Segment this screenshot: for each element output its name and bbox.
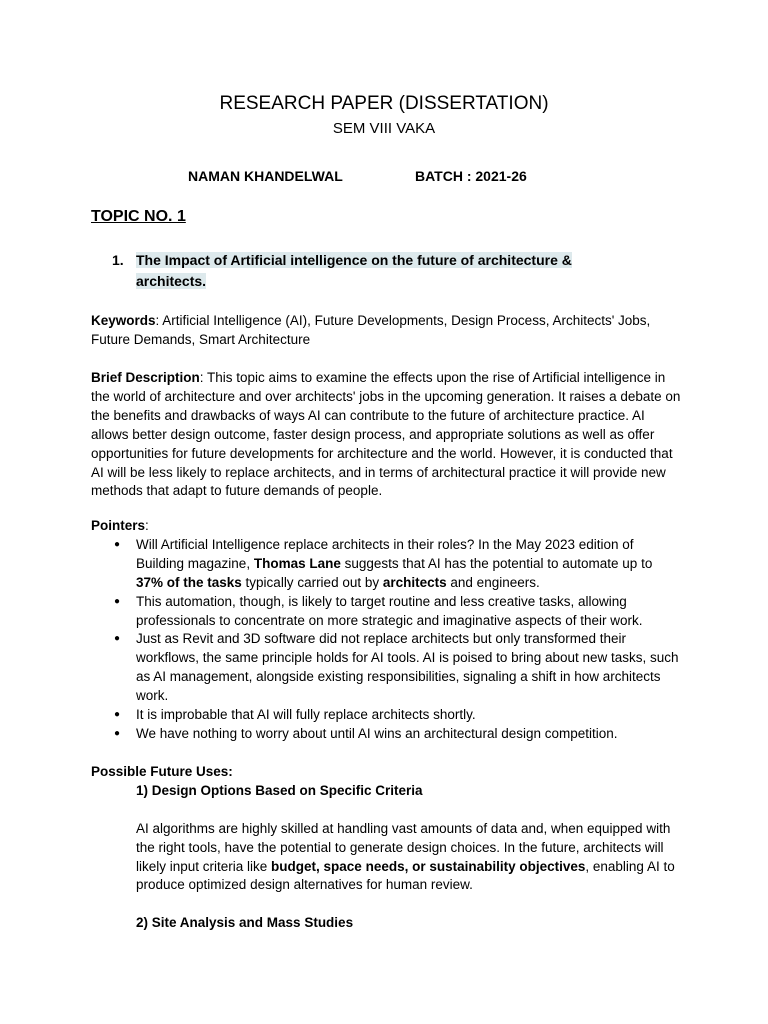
list-item: ● We have nothing to worry about until AI wins an architectural design competition. — [91, 725, 683, 744]
batch-info: BATCH : 2021-26 — [415, 168, 527, 184]
future-paragraph-1: AI algorithms are highly skilled at handling vast amounts of data and, when equipped with the right tools, have the potential to generate design choices. In the future, architects will likely input criteria like budget, space needs, or sustainability objectives, enabling AI to produce optimized design alternatives for human review. — [136, 820, 675, 893]
author-name: NAMAN KHANDELWAL — [188, 168, 343, 184]
future-uses-section — [91, 763, 683, 933]
doc-subtitle: SEM VIII VAKA — [332, 120, 436, 137]
keywords-text: : Artificial Intelligence (AI), Future Developments, Design Process, Architects' Jobs, Future Demands, Smart Architecture — [91, 313, 651, 347]
future-heading-1: 1) Design Options Based on Specific Criteria — [136, 782, 423, 798]
doc-title: RESEARCH PAPER (DISSERTATION) — [219, 93, 549, 114]
brief-description-paragraph — [91, 369, 683, 501]
brief-text: : This topic aims to examine the effects upon the rise of Artificial intelligence in the world of architecture and over architects' jobs in the upcoming generation. It raises a debate on the benefits and drawbacks of ways AI can contribute to the future of architecture practice. AI allows better design outcome, faster design process, and appropriate solutions as well as offer opportunities for future developments for architecture and the world. However, it is conducted that AI will be less likely to replace architects, and in terms of architectural practice it will provide new methods that adapt to future demands of people. — [91, 370, 681, 499]
list-item: ● Will Artificial Intelligence replace architects in their roles? In the May 2023 edition of Building magazine, Thomas Lane suggests that AI has the potential to automate up to 37% of the tasks typically carried out by architects and engineers. — [91, 536, 683, 593]
future-uses-label: Possible Future Uses: — [91, 764, 233, 779]
pointers-list — [91, 536, 683, 744]
topic-item-text: The Impact of Artificial intelligence on the future of architecture & architects. — [136, 252, 572, 289]
future-heading-2: 2) Site Analysis and Mass Studies — [136, 915, 354, 931]
list-item: ● It is improbable that AI will fully replace architects shortly. — [91, 706, 683, 725]
topic-heading: TOPIC NO. 1 — [91, 208, 186, 225]
pointers-label: Pointers — [91, 518, 146, 533]
brief-label: Brief Description — [91, 370, 200, 385]
list-item: ● This automation, though, is likely to target routine and less creative tasks, allowing professionals to concentrate on more strategic and imaginative aspects of their work. — [91, 593, 683, 631]
pointers-colon: : — [145, 518, 149, 533]
list-item: ● Just as Revit and 3D software did not replace architects but only transformed their workflows, the same principle holds for AI tools. AI is poised to bring about new tasks, such as AI management, alongside existing responsibilities, signaling a shift in how architects work. — [91, 630, 683, 706]
pointers-section — [91, 517, 683, 744]
keywords-label: Keywords — [91, 313, 156, 328]
topic-item-number: 1. — [112, 252, 124, 268]
keywords-paragraph — [91, 312, 683, 350]
topic-item — [112, 250, 632, 291]
